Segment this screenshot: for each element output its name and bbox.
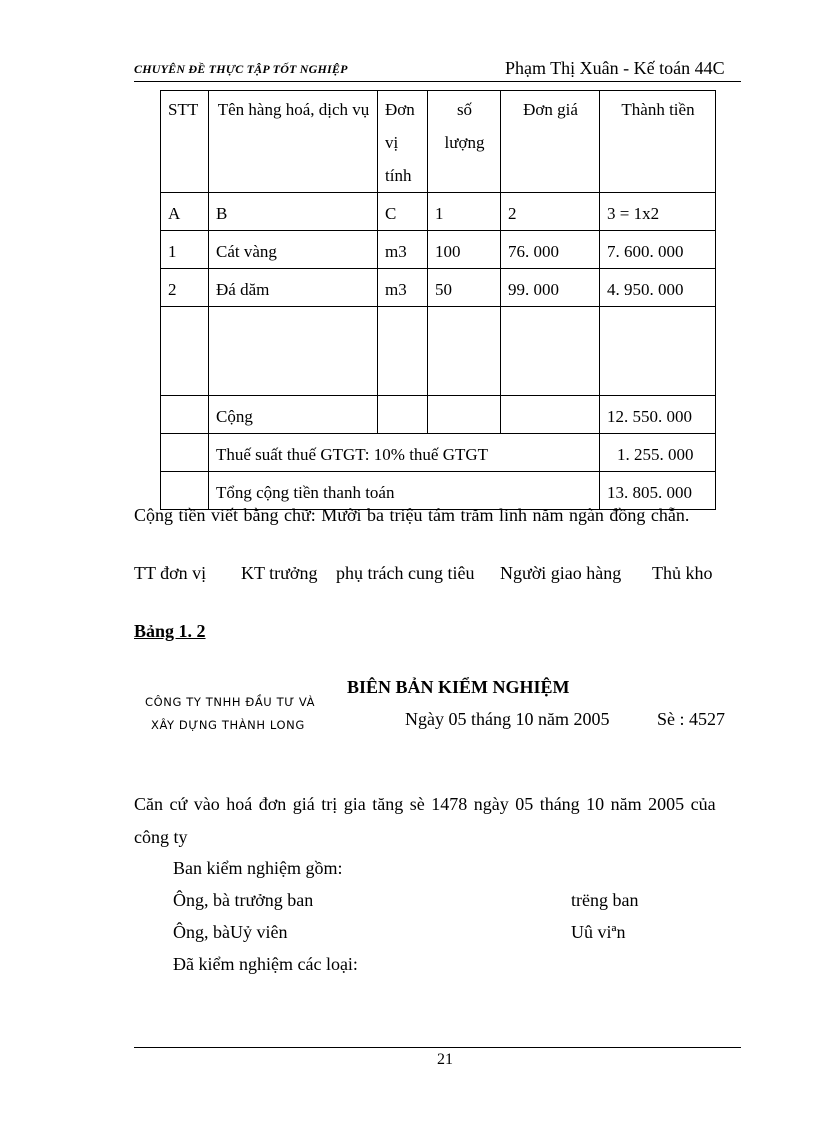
table-cell: 1 [161,231,209,269]
col-header: Tên hàng hoá, dịch vụ [209,91,378,193]
table-cell: 1 [428,193,501,231]
table-cell: 2 [161,269,209,307]
table-cell: 3 = 1x2 [600,193,716,231]
col-header: Thành tiền [600,91,716,193]
signature-2: KT trưởng [241,563,318,583]
header-left: CHUYÊN ĐỀ THỰC TẬP TỐT NGHIỆP [134,62,348,76]
vat-value: 1. 255. 000 [600,434,716,472]
board-label: Ban kiểm nghiệm gồm: [173,858,343,878]
table-header-row [161,91,716,193]
signature-5: Thủ kho [652,563,713,583]
member-role: Uû viªn [571,922,626,942]
document-title: BIÊN BẢN KIỂM NGHIỆM [347,677,570,697]
head-role: trëng ban [571,890,639,910]
table-cell: 100 [428,231,501,269]
col-header: Đơn giá [501,91,600,193]
checked-items-label: Đã kiểm nghiệm các loại: [173,954,358,974]
table-row-empty [161,307,716,396]
page-number: 21 [437,1051,453,1068]
table-cell: 76. 000 [501,231,600,269]
table-row-total [161,396,716,434]
table-cell: 99. 000 [501,269,600,307]
signature-4: Người giao hàng [500,563,622,583]
body-line-2: công ty [134,827,188,847]
table-cell: 2 [501,193,600,231]
table-row-vat [161,434,716,472]
document-date: Ngày 05 tháng 10 năm 2005 [405,709,610,729]
table-cell: 50 [428,269,501,307]
table-cell: Cát vàng [209,231,378,269]
table-cell: C [378,193,428,231]
footer-divider [134,1047,741,1048]
invoice-table [160,90,716,510]
grand-total-label: Tổng cộng tiền thanh toán [209,472,600,510]
table-row [161,193,716,231]
header-divider [134,81,741,82]
table-cell: m3 [378,269,428,307]
table-cell: m3 [378,231,428,269]
signature-3: phụ trách cung tiêu [336,563,475,583]
table-cell: Đá dăm [209,269,378,307]
table-row [161,269,716,307]
total-value: 12. 550. 000 [600,396,716,434]
table-row [161,231,716,269]
body-line-1: Căn cứ vào hoá đơn giá trị gia tăng sè 1478 ngày 05 tháng 10 năm 2005 của [134,794,716,814]
amount-in-words: Cộng tiền viết bằng chữ: Mười ba triệu tám trăm linh năm ngàn đồng chẵn. [134,505,690,525]
table-caption: Bảng 1. 2 [134,621,206,641]
vat-label: Thuế suất thuế GTGT: 10% thuế GTGT [209,434,600,472]
table-cell: 7. 600. 000 [600,231,716,269]
document-number: Sè : 4527 [657,709,726,729]
table-cell: 4. 950. 000 [600,269,716,307]
head-label: Ông, bà trưởng ban [173,890,314,910]
company-name-line2: XÂY DỰNG THÀNH LONG [151,718,305,732]
signature-1: TT đơn vị [134,563,207,583]
table-cell: A [161,193,209,231]
header-right: Phạm Thị Xuân - Kế toán 44C [505,58,725,78]
total-label: Cộng [209,396,378,434]
table-cell: B [209,193,378,231]
col-header: số lượng [428,91,501,193]
table-row-grand-total [161,472,716,510]
member-label: Ông, bàUỷ viên [173,922,288,942]
grand-total-value: 13. 805. 000 [600,472,716,510]
company-name-line1: CÔNG TY TNHH ĐẦU TƯ VÀ [145,695,316,709]
col-header: Đơn vị tính [378,91,428,193]
col-header: STT [161,91,209,193]
